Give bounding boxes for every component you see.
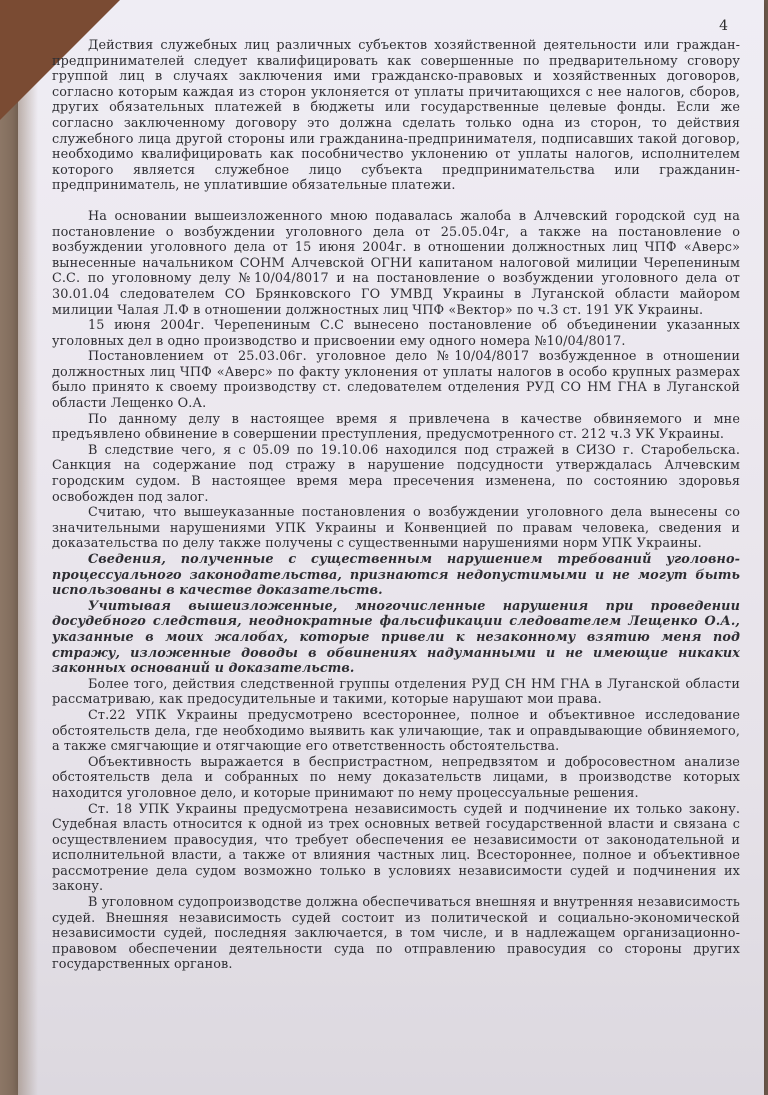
paragraph-5: По данному делу в настоящее время я привлечена в качестве обвиняемого и мне предъявлено обвинение в совершении преступления, предусмотренного ст. 212 ч.3 УК Украины. <box>52 411 740 443</box>
paragraph-2: На основании вышеизложенного мною подавалась жалоба в Алчевский городской суд на постановление о возбуждении уголовного дела от 25.05.04г, а также на постановление о возбуждении уголовного дела от 15 июня 2004г. в отношении должностных лиц ЧПФ «Аверс» вынесенные начальником СОНМ Алчевской ОГНИ капитаном налоговой милиции Черепениным С.С. по уголовному делу №10/04/8017 и на постановление о возбуждении уголовного дела от 30.01.04 следователем СО Брянковского ГО УМВД Украины в Луганской области майором милиции Чалая Л.Ф в отношении должностных лиц ЧПФ «Вектор» по ч.3 ст. 191 УК Украины. <box>52 208 740 318</box>
paragraph-12: Объективность выражается в беспристрастном, непредвзятом и добросовестном анализе обстоятельств дела и собранных по нему доказательств лицами, в производстве которых находится уголовное дело, и которые принимают по нему процессуальные решения. <box>52 754 740 801</box>
paragraph-7: Считаю, что вышеуказанные постановления о возбуждении уголовного дела вынесены со значительными нарушениями УПК Украины и Конвенцией по правам человека, сведения и доказательства по делу также получены с существенными нарушениями норм УПК Украины. <box>52 505 740 552</box>
paragraph-9-emphasis: Учитывая вышеизложенные, многочисленные нарушения при проведении досудебного следствия, неоднократные фальсификации следователем Лещенко О.А., указанные в моих жалобах, которые привели к незаконному взятию меня под стражу, изложенные доводы в обвинениях надуманными и не имеющие никаких законных оснований и доказательств. <box>52 598 740 677</box>
background-shadow <box>0 0 38 1095</box>
page-number: 4 <box>719 18 728 34</box>
document-body <box>52 38 740 973</box>
paragraph-13: Ст. 18 УПК Украины предусмотрена независимость судей и подчинение их только закону. Судебная власть относится к одной из трех основных ветвей государственной власти и связана с осуществлением правосудия, что требует обеспечения ее независимости от законодательной и исполнительной власти, а также от влияния частных лиц. Всестороннее, полное и объективное рассмотрение дела судом возможно только в условиях независимости судей и подчинения их закону. <box>52 801 740 895</box>
paragraph-4: Постановлением от 25.03.06г. уголовное дело №10/04/8017 возбужденное в отношении должностных лиц ЧПФ «Аверс» по факту уклонения от уплаты налогов в особо крупных размерах было принято к своему производству ст. следователем отделения РУД СО НМ ГНА в Луганской области Лещенко О.А. <box>52 349 740 412</box>
paragraph-14: В уголовном судопроизводстве должна обеспечиваться внешняя и внутренняя независимость судей. Внешняя независимость судей состоит из политической и социально-экономической независимости судей, последняя заключается, в том числе, и в надлежащем организационно-правовом обеспечении деятельности суда по отправлению правосудия со стороны других государственных органов. <box>52 895 740 973</box>
paragraph-3: 15 июня 2004г. Черепениным С.С вынесено постановление об объединении указанных уголовных дел в одно производство и присвоении ему одного номера №10/04/8017. <box>52 318 740 349</box>
paragraph-6: В следствие чего, я с 05.09 по 19.10.06 находился под стражей в СИЗО г. Старобельска. Санкция на содержание под стражу в нарушение подсудности утверждалась Алчевским городским судом. В настоящее время мера пресечения изменена, по состоянию здоровья освобожден под залог. <box>52 442 740 505</box>
paragraph-10: Более того, действия следственной группы отделения РУД СН НМ ГНА в Луганской области рассматриваю, как предосудительные и такими, которые нарушают мои права. <box>52 676 740 708</box>
paragraph-11: Ст.22 УПК Украины предусмотрено всестороннее, полное и объективное исследование обстоятельств дела, где необходимо выявить как уличающие, так и оправдывающие обвиняемого, а также смягчающие и отягчающие его ответственность обстоятельства. <box>52 707 740 755</box>
paragraph-8-emphasis: Сведения, полученные с существенным нарушением требований уголовно-процессуального законодательства, признаются недопустимыми и не могут быть использованы в качестве доказательств. <box>52 552 740 599</box>
paragraph-1: Действия служебных лиц различных субъектов хозяйственной деятельности или граждан-предпринимателей следует квалифицировать как совершенные по предварительному сговору группой лиц в случаях заключения ими гражданско-правовых и хозяйственных договоров, согласно которым каждая из сторон уклоняется от уплаты причитающихся с нее налогов, сборов, других обязательных платежей в бюджеты или государственные целевые фонды. Если же согласно заключенному договору это должна сделать только одна из сторон, то действия служебного лица другой стороны или гражданина-предпринимателя, подписавших такой договор, необходимо квалифицировать как пособничество уклонению от уплаты налогов, исполнителем которого является служебное лицо субъекта предпринимательства или гражданин-предприниматель, не уплатившие обязательные платежи. <box>52 38 740 194</box>
